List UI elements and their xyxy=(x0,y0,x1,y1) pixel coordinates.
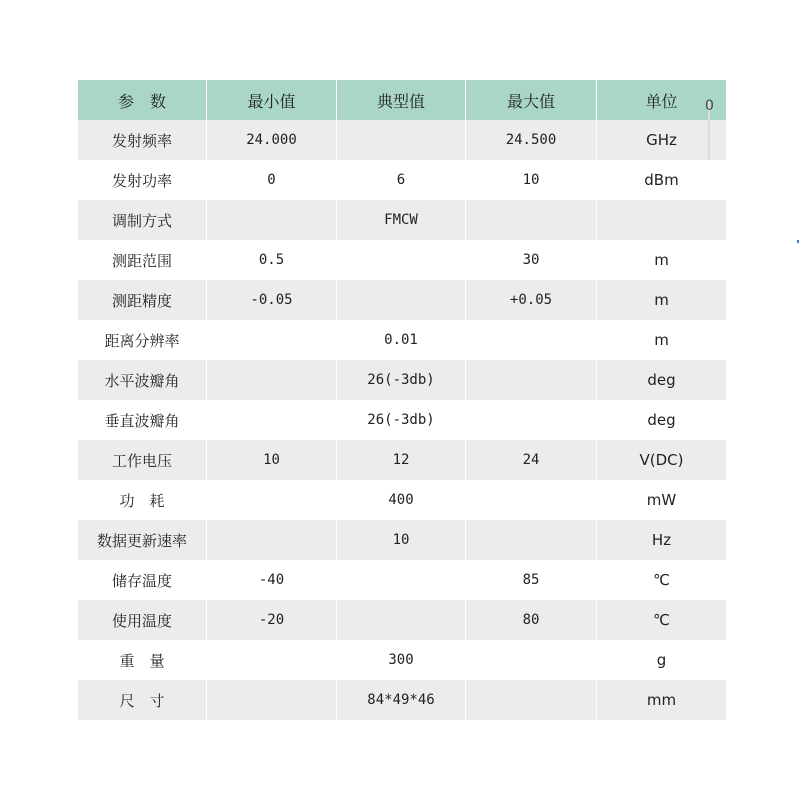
max-value-cell xyxy=(465,480,596,520)
typ-value-cell: 300 xyxy=(336,640,465,680)
max-value-cell: +0.05 xyxy=(465,280,596,320)
table-row xyxy=(78,640,726,680)
max-value-cell xyxy=(465,360,596,400)
min-value-cell xyxy=(206,320,336,360)
max-value-cell xyxy=(465,640,596,680)
unit-cell xyxy=(596,200,726,240)
param-name-cell: 距离分辨率 xyxy=(78,320,206,360)
typ-value-cell xyxy=(336,600,465,640)
param-name-cell: 测距范围 xyxy=(78,240,206,280)
typ-value-cell: 12 xyxy=(336,440,465,480)
unit-cell: V(DC) xyxy=(596,440,726,480)
typ-value-cell: 26(-3db) xyxy=(336,360,465,400)
max-value-cell: 80 xyxy=(465,600,596,640)
unit-cell: deg xyxy=(596,360,726,400)
table-row xyxy=(78,520,726,560)
param-name-cell: 使用温度 xyxy=(78,600,206,640)
min-value-cell: 0 xyxy=(206,160,336,200)
table-row xyxy=(78,360,726,400)
table-row xyxy=(78,160,726,200)
table-row xyxy=(78,320,726,360)
table-row xyxy=(78,280,726,320)
header-max: 最大值 xyxy=(465,80,596,120)
max-value-cell xyxy=(465,200,596,240)
table-row xyxy=(78,480,726,520)
unit-cell: GHz xyxy=(596,120,726,160)
min-value-cell: -40 xyxy=(206,560,336,600)
spec-table xyxy=(78,80,726,720)
typ-value-cell: 0.01 xyxy=(336,320,465,360)
unit-cell: mW xyxy=(596,480,726,520)
param-name-cell: 数据更新速率 xyxy=(78,520,206,560)
param-name-cell: 水平波瓣角 xyxy=(78,360,206,400)
param-name-cell: 功 耗 xyxy=(78,480,206,520)
param-name-cell: 测距精度 xyxy=(78,280,206,320)
min-value-cell: 24.000 xyxy=(206,120,336,160)
table-row xyxy=(78,680,726,720)
table-row xyxy=(78,600,726,640)
typ-value-cell: 84*49*46 xyxy=(336,680,465,720)
max-value-cell xyxy=(465,320,596,360)
table-row xyxy=(78,240,726,280)
param-name-cell: 垂直波瓣角 xyxy=(78,400,206,440)
table-row xyxy=(78,120,726,160)
typ-value-cell: 26(-3db) xyxy=(336,400,465,440)
typ-value-cell xyxy=(336,280,465,320)
min-value-cell xyxy=(206,400,336,440)
max-value-cell xyxy=(465,680,596,720)
header-unit: 单位 xyxy=(596,80,726,120)
param-name-cell: 储存温度 xyxy=(78,560,206,600)
max-value-cell: 30 xyxy=(465,240,596,280)
max-value-cell: 24 xyxy=(465,440,596,480)
max-value-cell xyxy=(465,520,596,560)
min-value-cell: 10 xyxy=(206,440,336,480)
max-value-cell: 85 xyxy=(465,560,596,600)
unit-cell: ℃ xyxy=(596,560,726,600)
min-value-cell xyxy=(206,640,336,680)
unit-cell: mm xyxy=(596,680,726,720)
table-row xyxy=(78,560,726,600)
unit-cell: Hz xyxy=(596,520,726,560)
header-param: 参 数 xyxy=(78,80,206,120)
param-name-cell: 发射功率 xyxy=(78,160,206,200)
param-name-cell: 重 量 xyxy=(78,640,206,680)
unit-cell: m xyxy=(596,320,726,360)
unit-cell: g xyxy=(596,640,726,680)
typ-value-cell: FMCW xyxy=(336,200,465,240)
header-min: 最小值 xyxy=(206,80,336,120)
min-value-cell: -0.05 xyxy=(206,280,336,320)
table-row xyxy=(78,200,726,240)
min-value-cell: -20 xyxy=(206,600,336,640)
table-row xyxy=(78,400,726,440)
min-value-cell xyxy=(206,200,336,240)
unit-cell: m xyxy=(596,240,726,280)
max-value-cell xyxy=(465,400,596,440)
unit-cell: dBm xyxy=(596,160,726,200)
typ-value-cell: 10 xyxy=(336,520,465,560)
param-name-cell: 尺 寸 xyxy=(78,680,206,720)
typ-value-cell xyxy=(336,560,465,600)
header-row xyxy=(78,80,726,120)
unit-cell: ℃ xyxy=(596,600,726,640)
unit-cell: deg xyxy=(596,400,726,440)
max-value-cell: 24.500 xyxy=(465,120,596,160)
typ-value-cell xyxy=(336,240,465,280)
min-value-cell xyxy=(206,680,336,720)
unit-cell: m xyxy=(596,280,726,320)
stray-mark: 0 xyxy=(705,98,714,114)
param-name-cell: 工作电压 xyxy=(78,440,206,480)
param-name-cell: 发射频率 xyxy=(78,120,206,160)
param-name-cell: 调制方式 xyxy=(78,200,206,240)
min-value-cell xyxy=(206,520,336,560)
spec-table-body xyxy=(78,120,726,720)
min-value-cell xyxy=(206,480,336,520)
max-value-cell: 10 xyxy=(465,160,596,200)
min-value-cell: 0.5 xyxy=(206,240,336,280)
min-value-cell xyxy=(206,360,336,400)
table-row xyxy=(78,440,726,480)
edge-dot xyxy=(797,240,799,243)
header-typ: 典型值 xyxy=(336,80,465,120)
typ-value-cell xyxy=(336,120,465,160)
spec-table-header xyxy=(78,80,726,120)
typ-value-cell: 6 xyxy=(336,160,465,200)
typ-value-cell: 400 xyxy=(336,480,465,520)
